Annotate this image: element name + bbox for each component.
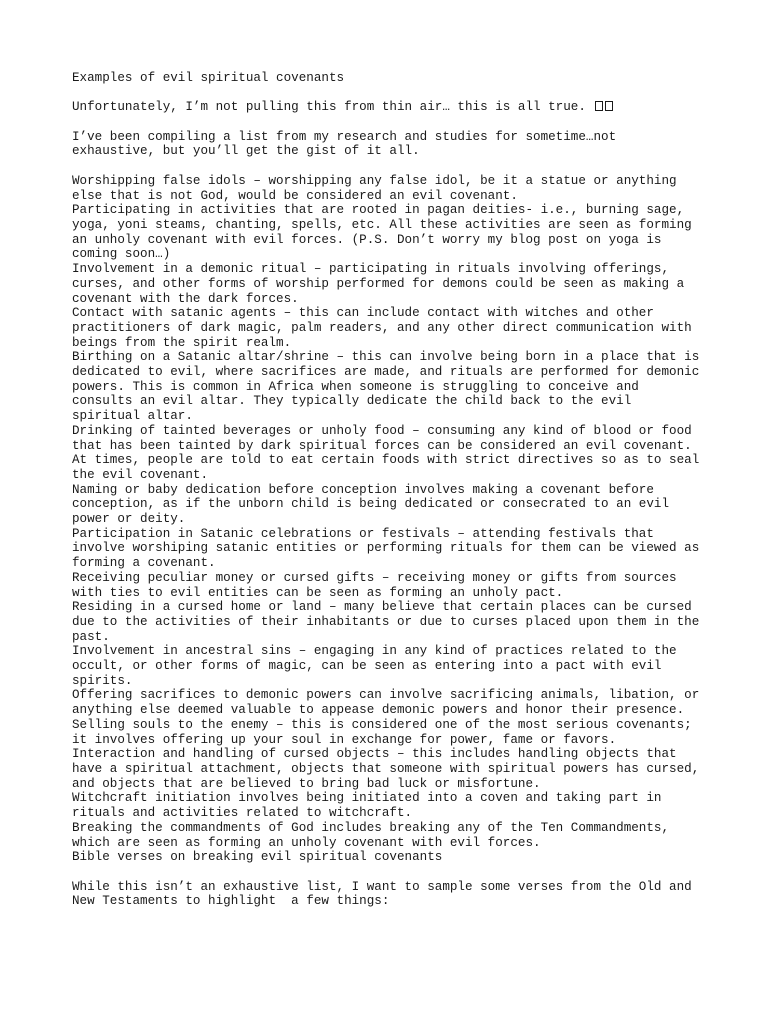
list-item-line: powers. This is common in Africa when someone is struggling to conceive and <box>72 379 639 394</box>
list-item-line: that has been tainted by dark spiritual forces can be considered an evil covenant. <box>72 438 692 453</box>
missing-glyph-icon <box>605 101 613 111</box>
closing-paragraph <box>72 880 712 909</box>
list-item-line: occult, or other forms of magic, can be seen as entering into a pact with evil <box>72 659 662 674</box>
text-line: New Testaments to highlight a few things: <box>72 894 390 909</box>
list-item-line: rituals and activities related to witchcraft. <box>72 806 413 821</box>
list-item-line: practitioners of dark magic, palm readers, and any other direct communication with <box>72 320 692 335</box>
document-title: Examples of evil spiritual covenants <box>72 71 345 85</box>
list-item-line: involve worshiping satanic entities or performing rituals for them can be viewed as <box>72 541 700 556</box>
text-line: exhaustive, but you’ll get the gist of it all. <box>72 144 420 159</box>
list-item-line: Involvement in a demonic ritual – participating in rituals involving offerings, <box>72 262 670 277</box>
list-item-line: and objects that are believed to bring bad luck or misfortune. <box>72 776 541 791</box>
list-item-line: spirits. <box>72 673 133 688</box>
list-item-line: Birthing on a Satanic altar/shrine – this can involve being born in a place that is <box>72 350 700 365</box>
list-item-line: Selling souls to the enemy – this is considered one of the most serious covenants; <box>72 717 692 732</box>
list-item-line: consults an evil altar. They typically dedicate the child back to the evil <box>72 394 632 409</box>
list-item-line: Witchcraft initiation involves being initiated into a coven and taking part in <box>72 791 662 806</box>
list-item-line: Participation in Satanic celebrations or festivals – attending festivals that <box>72 526 654 541</box>
list-item-line: Involvement in ancestral sins – engaging in any kind of practices related to the <box>72 644 677 659</box>
list-item-line: Contact with satanic agents – this can include contact with witches and other <box>72 306 654 321</box>
list-item-line: Participating in activities that are rooted in pagan deities- i.e., burning sage, <box>72 203 685 218</box>
list-item-line: with ties to evil entities can be seen as forming an unholy pact. <box>72 585 564 600</box>
list-item-line: which are seen as forming an unholy covenant with evil forces. <box>72 835 541 850</box>
paragraph-gap <box>72 159 712 174</box>
list-item-line: Residing in a cursed home or land – many believe that certain places can be cursed <box>72 600 692 615</box>
list-item-line: coming soon…) <box>72 247 171 262</box>
list-item-line: Receiving peculiar money or cursed gifts – receiving money or gifts from sources <box>72 570 677 585</box>
list-item-line: Drinking of tainted beverages or unholy food – consuming any kind of blood or food <box>72 423 692 438</box>
list-item-line: due to the activities of their inhabitants or due to curses placed upon them in the <box>72 614 700 629</box>
list-item-line: else that is not God, would be considered an evil covenant. <box>72 188 518 203</box>
list-item-line: spiritual altar. <box>72 409 193 424</box>
text-line: While this isn’t an exhaustive list, I want to sample some verses from the Old and <box>72 879 692 894</box>
list-item-line: have a spiritual attachment, objects that someone with spiritual powers has cursed, <box>72 762 700 776</box>
covenant-list <box>72 174 712 865</box>
list-item-line: an unholy covenant with evil forces. (P.S. Don’t worry my blog post on yoga is <box>72 232 662 247</box>
list-item-line: dedicated to evil, where sacrifices are made, and rituals are performed for demonic <box>72 365 700 380</box>
list-item-line: At times, people are told to eat certain foods with strict directives so as to seal <box>72 453 700 468</box>
list-item-line: yoga, yoni steams, chanting, spells, etc. All these activities are seen as forming <box>72 217 692 232</box>
list-item-line: it involves offering up your soul in exchange for power, fame or favors. <box>72 732 617 747</box>
text-line: I’ve been compiling a list from my research and studies for sometime…not <box>72 129 617 144</box>
list-item-line: anything else deemed valuable to appease demonic powers and honor their presence. <box>72 703 685 718</box>
intro-text: Unfortunately, I’m not pulling this from thin air… this is all true. <box>72 100 586 115</box>
list-item-line: covenant with the dark forces. <box>72 291 299 306</box>
compiling-paragraph <box>72 130 712 159</box>
paragraph-gap <box>72 115 712 130</box>
list-item-line: Interaction and handling of cursed objects – this includes handling objects that <box>72 747 677 762</box>
list-item-line: the evil covenant. <box>72 467 209 482</box>
list-item-line: Bible verses on breaking evil spiritual covenants <box>72 850 443 865</box>
list-item-line: Breaking the commandments of God includes breaking any of the Ten Commandments, <box>72 820 670 835</box>
document-page <box>72 71 712 909</box>
paragraph-gap <box>72 865 712 880</box>
list-item-line: Offering sacrifices to demonic powers can involve sacrificing animals, libation, or <box>72 688 700 703</box>
list-item-line: power or deity. <box>72 512 186 527</box>
list-item-line: forming a covenant. <box>72 556 216 571</box>
list-item-line: beings from the spirit realm. <box>72 335 292 350</box>
list-item-line: curses, and other forms of worship performed for demons could be seen as making a <box>72 276 685 291</box>
list-item-line: past. <box>72 629 110 644</box>
intro-line <box>72 100 712 115</box>
list-item-line: conception, as if the unborn child is being dedicated or consecrated to an evil <box>72 497 670 512</box>
list-item-line: Worshipping false idols – worshipping any false idol, be it a statue or anything <box>72 173 677 188</box>
list-item-line: Naming or baby dedication before conception involves making a covenant before <box>72 482 654 497</box>
paragraph-gap <box>72 86 712 101</box>
missing-glyph-icon <box>595 101 603 111</box>
